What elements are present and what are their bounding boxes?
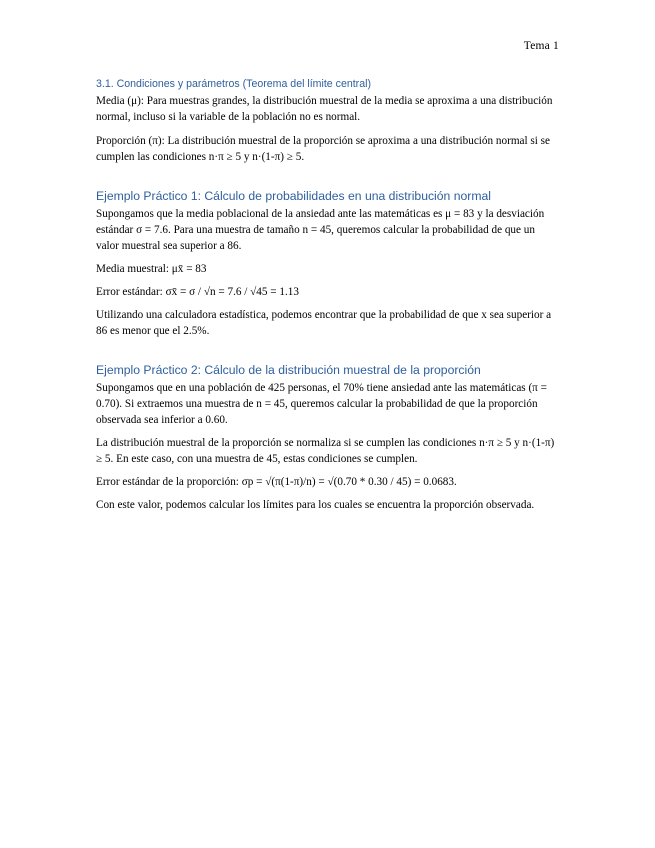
- example-1-sample-mean: Media muestral: μx̄ = 83: [96, 263, 207, 275]
- page-header: Tema 1: [523, 40, 559, 52]
- page-content: [96, 77, 558, 513]
- example-2-conditions: La distribución muestral de la proporción se normaliza si se cumplen las condiciones n·π ≥ 5 y n·(1-π) ≥ 5. En este caso, con una muestra de 45, estas condiciones se cumplen.: [96, 437, 555, 465]
- section-subheading: 3.1. Condiciones y parámetros (Teorema del límite central): [96, 78, 371, 90]
- example-2-statement: Supongamos que en una población de 425 personas, el 70% tiene ansiedad ante las matemáticas (π = 0.70). Si extraemos una muestra de n = 45, queremos calcular la probabilidad de que la proporción observada sea inferior a 0.60.: [96, 382, 547, 426]
- example-1-heading: Ejemplo Práctico 1: Cálculo de probabilidades en una distribución normal: [96, 189, 491, 203]
- example-2-conclusion: Con este valor, podemos calcular los límites para los cuales se encuentra la proporción observada.: [96, 499, 535, 511]
- example-1-conclusion: Utilizando una calculadora estadística, podemos encontrar que la probabilidad de que x sea superior a 86 es menor que el 2.5%.: [96, 309, 552, 337]
- example-2-standard-error: Error estándar de la proporción: σp = √(π(1-π)/n) = √(0.70 * 0.30 / 45) = 0.0683.: [96, 476, 457, 488]
- example-1-statement: Supongamos que la media poblacional de la ansiedad ante las matemáticas es μ = 83 y la desviación estándar σ = 7.6. Para una muestra de tamaño n = 45, queremos calcular la probabilidad de que un valor muestral sea superior a 86.: [96, 208, 545, 252]
- media-paragraph: Media (μ): Para muestras grandes, la distribución muestral de la media se aproxima a una distribución normal, incluso si la variable de la población no es normal.: [96, 95, 553, 123]
- example-1-standard-error: Error estándar: σx̄ = σ / √n = 7.6 / √45 = 1.13: [96, 286, 299, 298]
- proporcion-paragraph: Proporción (π): La distribución muestral de la proporción se aproxima a una distribución normal si se cumplen las condiciones n·π ≥ 5 y n·(1-π) ≥ 5.: [96, 135, 550, 163]
- example-2-heading: Ejemplo Práctico 2: Cálculo de la distribución muestral de la proporción: [96, 363, 481, 377]
